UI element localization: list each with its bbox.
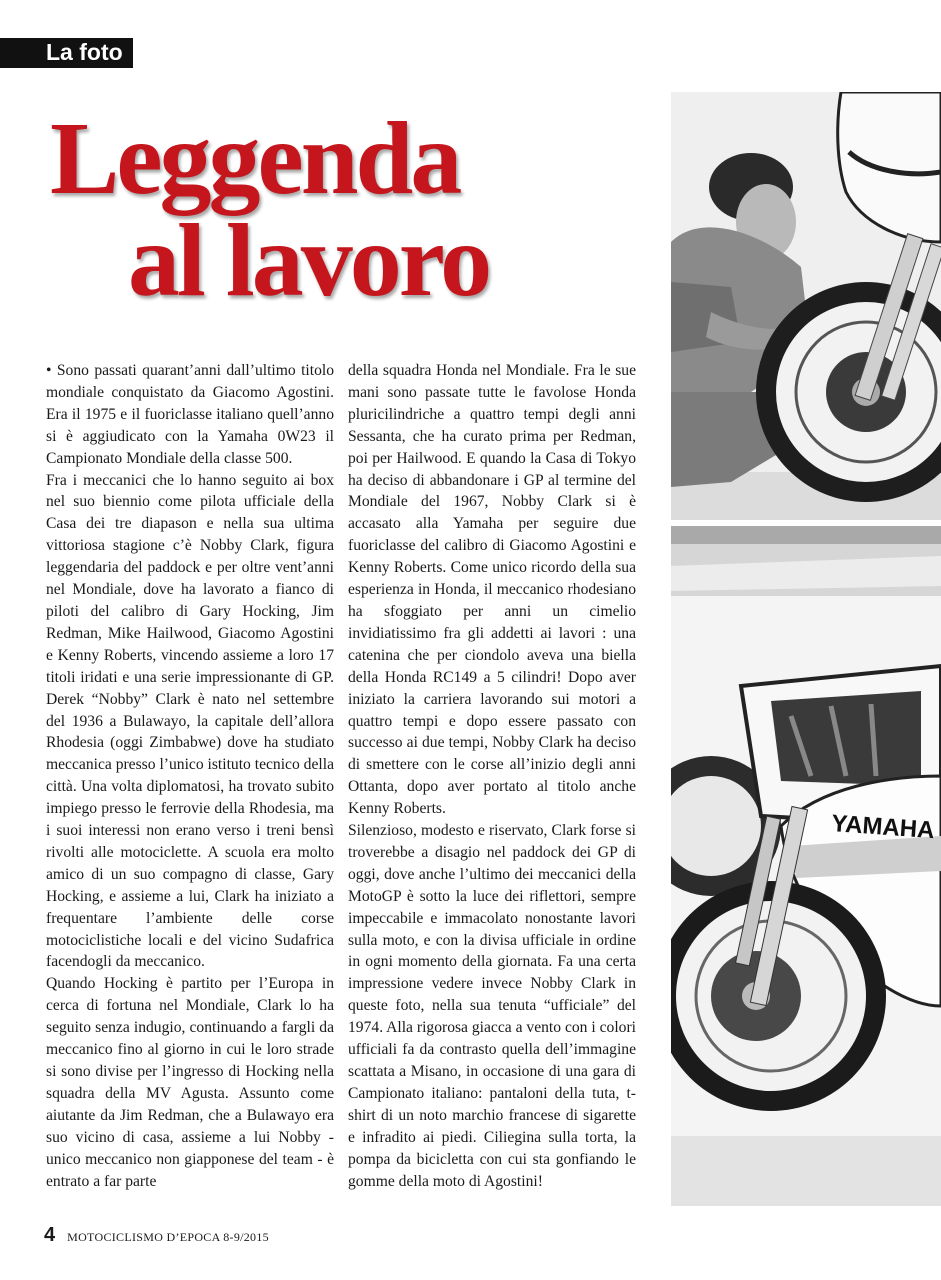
magazine-issue: MOTOCICLISMO D’EPOCA 8-9/2015 [67, 1230, 269, 1244]
paragraph: Quando Hocking è partito per l’Europa in cerca di fortuna nel Mondiale, Clark lo ha seguito senza indugio, continuando a fargli da meccanico fino al giorno in cui le loro strade si sono divise per l’ingresso di Hocking nella squadra della MV Agusta. Assunto come aiutante da Jim Redman, che a Bulawayo era suo vicino di casa, assieme a lui Nobby - unico meccanico non giapponese del team - è entrato a far parte [46, 975, 334, 1190]
headline [50, 101, 490, 318]
page-number: 4 [44, 1224, 56, 1246]
photo-mechanic-kneeling [671, 92, 941, 520]
section-tag-label: La foto [46, 39, 123, 65]
paragraph: Silenzioso, modesto e riservato, Clark forse si troverebbe a disagio nel paddock dei GP di oggi, dove anche l’ultimo dei meccanici della MotoGP è sotto la luce dei riflettori, sempre impeccabile e immacolato nonostante lavori sulla moto, e con la divisa ufficiale in ordine in ogni momento della giornata. Fa una certa impressione vedere invece Nobby Clark in queste foto, nella sua tenuta “ufficiale” del 1974. Alla rigorosa giacca a vento con i colori ufficiali fa da contrasto quella dell’immagine scattata a Misano, in occasione di una gara di Campionato italiano: pantaloni della tuta, t-shirt di un noto marchio francese di sigarette e infradito ai piedi. Ciliegina sulla torta, la pompa da bicicletta con cui sta gonfiando le gomme della moto di Agostini! [348, 822, 636, 1190]
paragraph: della squadra Honda nel Mondiale. Fra le sue mani sono passate tutte le favolose Honda pluricilindriche a quattro tempi degli anni Sessanta, che ha curato prima per Redman, poi per Hailwood. E quando la Casa di Tokyo ha deciso di abbandonare i GP al termine del Mondiale del 1967, Nobby Clark si è accasato alla Yamaha per seguire due fuoriclasse del calibro di Giacomo Agostini e Kenny Roberts. Come unico ricordo della sua esperienza in Honda, il meccanico rhodesiano ha sfoggiato per anni un cimelio invidiatissimo fra gli addetti ai lavori : una catenina che per ciondolo aveva una biella della Honda RC149 a 5 cilindri! Dopo aver iniziato la carriera lavorando sui motori a quattro tempi e dopo essere passato con successo ai due tempi, Nobby Clark ha deciso di smettere con le corse all’inizio degli anni Ottanta, dopo aver portato al titolo anche Kenny Roberts. [348, 362, 636, 818]
article-column-1 [46, 360, 334, 1192]
page-footer [44, 1224, 269, 1247]
headline-line-1: Leggenda [50, 101, 460, 216]
paragraph: Fra i meccanici che lo hanno seguito ai box nel suo biennio come pilota ufficiale della Casa dei tre diapason e nella sua ultima vittoriosa stagione c’è Nobby Clark, figura leggendaria del paddock e per oltre vent’anni nel Mondiale, dove ha lavorato a fianco di piloti del calibro di Gary Hocking, Jim Redman, Mike Hailwood, Giacomo Agostini e Kenny Roberts, vincendo assieme a loro 17 titoli iridati e una serie impressionante di GP. Derek “Nobby” Clark è nato nel settembre del 1936 a Bulawayo, la capitale dell’allora Rhodesia (oggi Zimbabwe) dove ha studiato meccanica presso l’unico istituto tecnico della città. Una volta diplomatosi, ha trovato subito impiego presso le ferrovie della Rhodesia, ma i suoi interessi non erano verso i treni bensì rivolti alle motociclette. A scuola era molto amico di un suo compagno di classe, Gary Hocking, e assieme a lui, Clark ha iniziato a frequentare l’ambiente delle corse motociclistiche locali e del vicino Sudafrica facendogli da meccanico. [46, 471, 334, 971]
article-column-2 [348, 360, 636, 1192]
photo-yamaha-bike [671, 526, 941, 1206]
section-tag [0, 38, 133, 68]
fairing-brand-text: YAMAHA [830, 810, 936, 845]
headline-line-2: al lavoro [128, 202, 490, 318]
paragraph: • Sono passati quarant’anni dall’ultimo titolo mondiale conquistato da Giacomo Agostini. Era il 1975 e il fuoriclasse italiano quell’anno si è aggiudicato con la Yamaha 0W23 il Campionato Mondiale della classe 500. [46, 362, 334, 467]
